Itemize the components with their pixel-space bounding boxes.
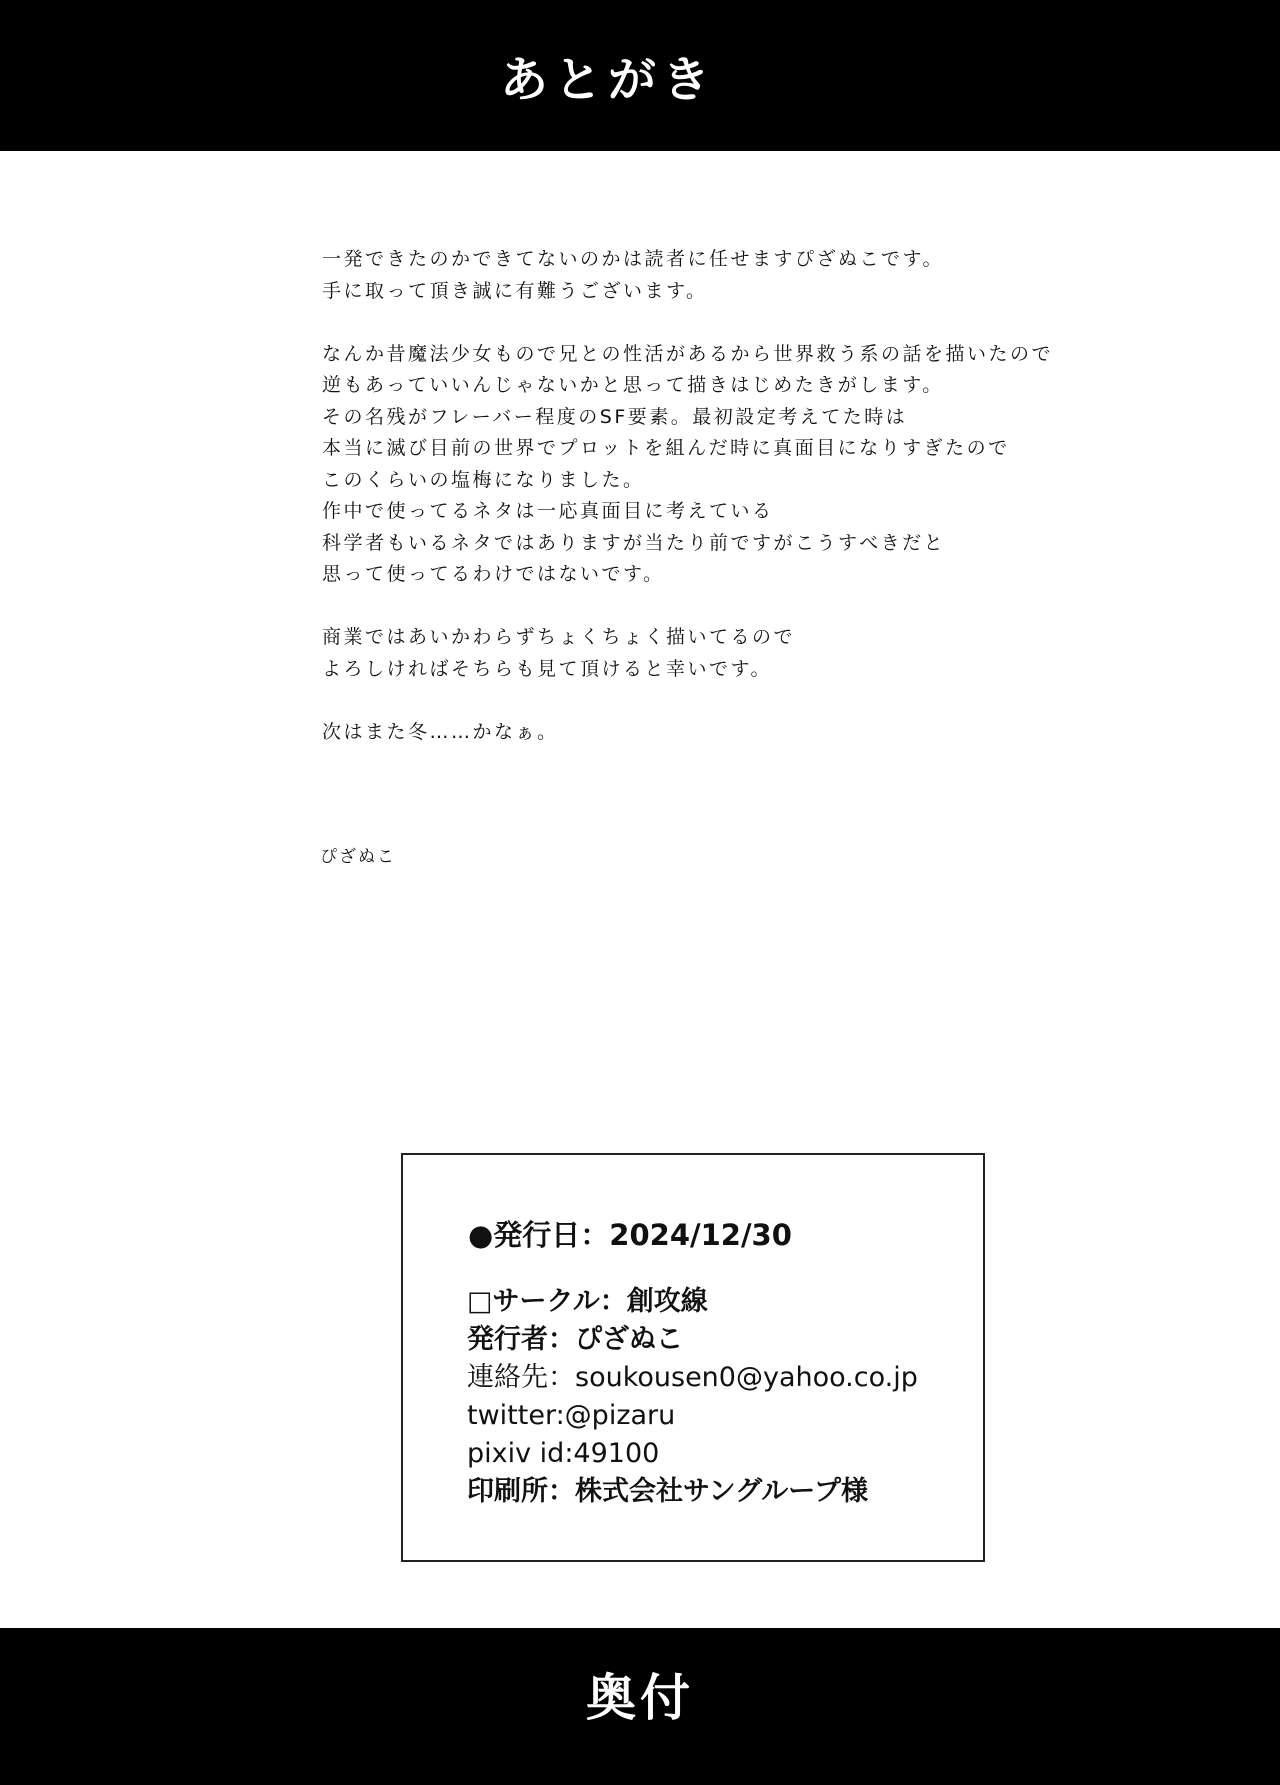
afterword-line: 次はまた冬……かなぁ。 (322, 720, 559, 743)
twitter-handle: twitter:@pizaru (467, 1400, 676, 1431)
colophon-heading: 奥付 (586, 1669, 694, 1727)
publication-date: ●発行日：2024/12/30 (468, 1218, 792, 1252)
afterword-heading: あとがき (500, 52, 717, 108)
circle-name: □サークル：創攻線 (467, 1286, 708, 1317)
afterword-line: 思って使ってるわけではないです。 (322, 563, 665, 585)
afterword-line: 商業ではあいかわらずちょくちょく描いてるので (322, 626, 796, 648)
colophon-box (401, 1153, 985, 1562)
afterword-line: 本当に滅び目前の世界でプロットを組んだ時に真面目になりすぎたので (322, 437, 1010, 459)
afterword-line: 科学者もいるネタではありますが当たり前ですがこうすべきだと (322, 531, 946, 554)
afterword-paragraph-1 (322, 244, 1182, 307)
afterword-paragraph-4 (322, 717, 1182, 749)
footer-band (0, 1628, 1280, 1785)
header-band (0, 0, 1280, 151)
publisher-name: 発行者：ぴざぬこ (467, 1324, 683, 1355)
colophon-details (467, 1283, 918, 1511)
afterword-body (322, 244, 1182, 780)
afterword-line: その名残がフレーバー程度のSF要素。最初設定考えてた時は (322, 405, 908, 428)
afterword-line: 手に取って頂き誠に有難うございます。 (322, 279, 708, 302)
afterword-paragraph-3 (322, 622, 1182, 685)
afterword-paragraph-2 (322, 339, 1182, 591)
printer-name: 印刷所：株式会社サングループ様 (467, 1476, 868, 1507)
pixiv-id: pixiv id:49100 (467, 1438, 660, 1469)
afterword-line: 作中で使ってるネタは一応真面目に考えている (322, 500, 774, 522)
author-signature: ぴざぬこ (320, 847, 396, 867)
afterword-line: なんか昔魔法少女もので兄との性活があるから世界救う系の話を描いたので (322, 342, 1054, 365)
afterword-line: よろしければそちらも見て頂けると幸いです。 (322, 657, 772, 680)
afterword-line: このくらいの塩梅になりました。 (322, 468, 645, 491)
afterword-line: 逆もあっていいんじゃないかと思って描きはじめたきがします。 (322, 374, 944, 396)
contact-email: 連絡先：soukousen0@yahoo.co.jp (467, 1362, 918, 1393)
afterword-line: 一発できたのかできてないのかは読者に任せますぴざぬこです。 (322, 248, 944, 270)
